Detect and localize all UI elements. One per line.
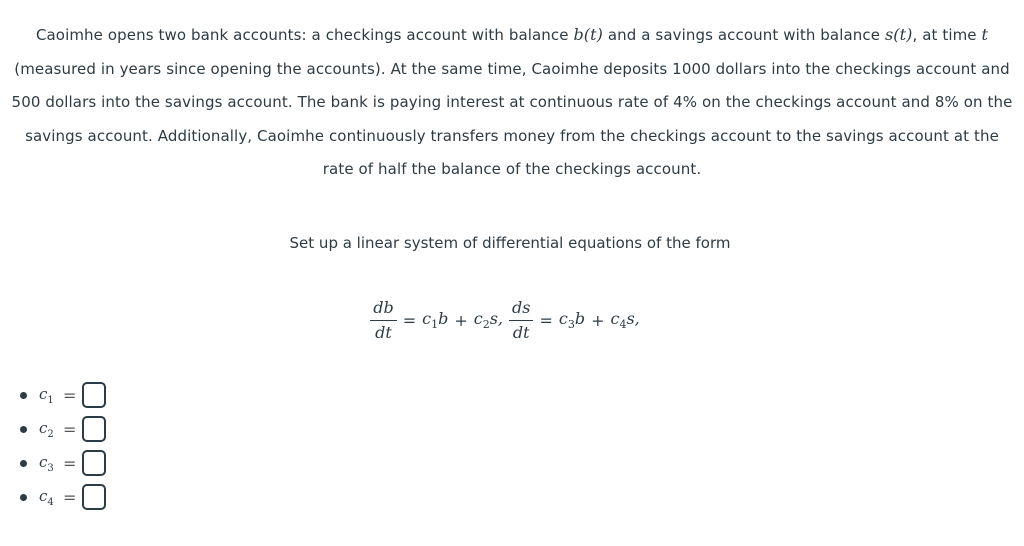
bullet-icon xyxy=(20,392,27,399)
time-symbol: t xyxy=(981,25,989,44)
plus-sign: + xyxy=(454,311,468,330)
coefficient-label-c3: $c_3$ xyxy=(39,452,54,474)
equals-sign: = xyxy=(63,385,77,405)
c3-answer-input[interactable] xyxy=(82,450,106,476)
equals-sign: = xyxy=(63,453,77,473)
rhs-term-c1: $c_1b$ xyxy=(422,309,449,332)
bullet-icon xyxy=(20,426,27,433)
coefficient-label-c4: $c_4$ xyxy=(39,486,54,508)
c1-answer-input[interactable] xyxy=(82,382,106,408)
differential-system xyxy=(0,298,1010,342)
equals-sign: = xyxy=(63,419,77,439)
problem-text-1: Caoimhe opens two bank accounts: a checkings account with balance xyxy=(35,26,574,44)
rhs-term-c4: $c_4s$, xyxy=(610,309,640,332)
ds-numerator: ds xyxy=(509,299,533,321)
ds-dt-fraction xyxy=(509,299,533,342)
answer-item-c1 xyxy=(20,378,106,412)
equals-sign: = xyxy=(402,311,417,330)
rhs-term-c3: $c_3b$ xyxy=(558,309,586,332)
savings-balance-symbol: s(t) xyxy=(884,25,913,44)
problem-text-2: and a savings account with balance xyxy=(603,26,885,44)
bullet-icon xyxy=(20,494,27,501)
answer-item-c4 xyxy=(20,480,106,514)
bullet-icon xyxy=(20,460,27,467)
rhs-term-c2: $c_2s$, xyxy=(473,309,504,332)
answer-item-c3 xyxy=(20,446,106,480)
problem-statement xyxy=(8,18,1016,187)
equation-row xyxy=(370,299,640,342)
answer-item-c2 xyxy=(20,412,106,446)
c2-answer-input[interactable] xyxy=(82,416,106,442)
coefficient-label-c2: $c_2$ xyxy=(39,418,54,440)
equals-sign: = xyxy=(63,487,77,507)
instruction-text: Set up a linear system of differential equations of the form xyxy=(289,234,731,252)
checking-balance-symbol: b(t) xyxy=(573,25,604,44)
answer-list xyxy=(20,378,106,514)
c4-answer-input[interactable] xyxy=(82,484,106,510)
db-numerator: db xyxy=(370,299,396,321)
ds-denominator: dt xyxy=(512,323,530,342)
plus-sign: + xyxy=(591,311,605,330)
problem-text-3: , at time xyxy=(912,26,982,44)
coefficient-label-c1: $c_1$ xyxy=(39,384,54,406)
equals-sign: = xyxy=(539,311,553,330)
problem-text-4: (measured in years since opening the accounts). At the same time, Caoimhe deposits 1000 dollars into the checkings account and 500 dollars into the savings account. The bank is paying interest at continuous rate of 4% on the checkings account and 8% on the savings account. Additionally, Caoimhe continuously transfers money from the checkings account to the savings account at the rate of half the balance of the checkings account. xyxy=(11,59,1013,178)
db-denominator: dt xyxy=(375,323,392,342)
db-dt-fraction xyxy=(370,299,396,342)
